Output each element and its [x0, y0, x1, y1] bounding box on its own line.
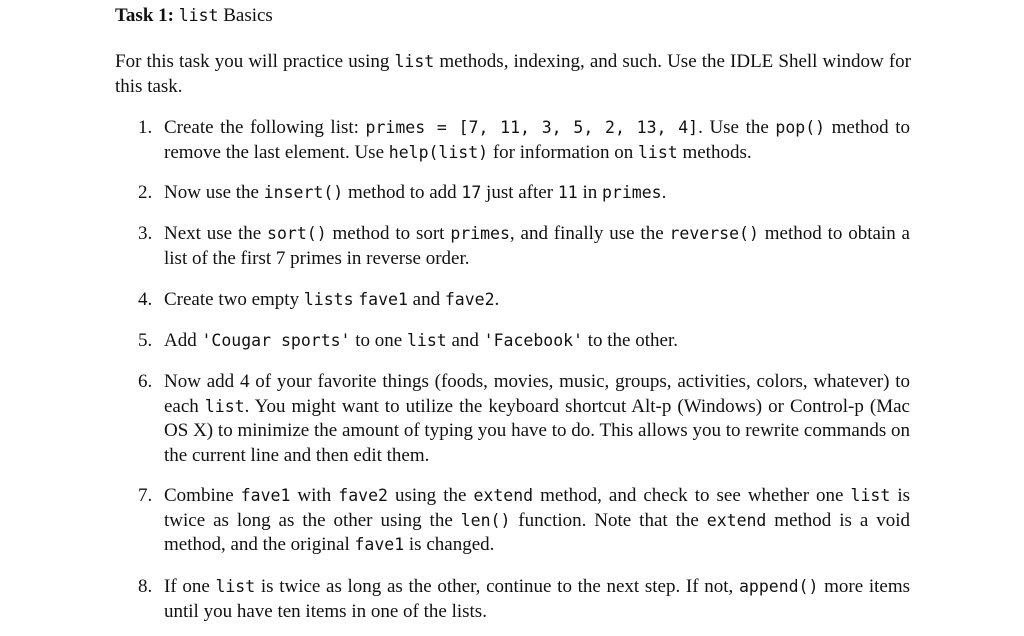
item-number: 3. — [138, 223, 153, 244]
list-item — [138, 329, 910, 354]
list-item — [138, 484, 910, 558]
list-item — [138, 181, 910, 206]
item-text: Create two empty lists fave1 and fave2. — [164, 289, 500, 310]
item-number: 2. — [138, 182, 153, 203]
list-item — [138, 116, 910, 165]
item-number: 1. — [138, 117, 153, 138]
task-heading-rest: Basics — [223, 5, 273, 26]
item-number: 8. — [138, 576, 153, 597]
item-number: 7. — [138, 485, 153, 506]
task-heading — [115, 4, 273, 28]
item-number: 4. — [138, 289, 153, 310]
list-item — [138, 370, 910, 468]
intro-paragraph: For this task you will practice using list methods, indexing, and such. Use the IDLE Shell window for this task. — [115, 51, 911, 97]
task-heading-label: Task 1: — [115, 5, 174, 26]
item-text: Next use the sort() method to sort primes, and finally use the reverse() method to obtain a list of the first 7 primes in reverse order. — [164, 223, 910, 269]
list-item — [138, 222, 910, 271]
list-item — [138, 575, 910, 624]
item-text: Add 'Cougar sports' to one list and 'Facebook' to the other. — [164, 330, 678, 351]
task-heading-code: list — [178, 6, 219, 25]
item-text: Create the following list: primes = [7, 11, 3, 5, 2, 13, 4]. Use the pop() method to remove the last element. Use help(list) for information on list methods. — [164, 117, 911, 163]
item-number: 6. — [138, 371, 153, 392]
list-item — [138, 288, 910, 313]
item-text: If one list is twice as long as the other, continue to the next step. If not, append() more items until you have ten items in one of the lists. — [164, 576, 910, 622]
item-text: Now use the insert() method to add 17 just after 11 in primes. — [164, 182, 667, 203]
item-number: 5. — [138, 330, 153, 351]
item-text: Combine fave1 with fave2 using the extend method, and check to see whether one list is twice as long as the other using the len() function. Note that the extend method is a void method, and the original fave1 is changed. — [164, 485, 911, 555]
item-text: Now add 4 of your favorite things (foods, movies, music, groups, activities, colors, whatever) to each list. You might want to utilize the keyboard shortcut Alt-p (Windows) or Control-p (Mac OS X) to minimize the amount of typing you have to do. This allows you to rewrite commands on the current line and then edit them. — [164, 371, 910, 466]
